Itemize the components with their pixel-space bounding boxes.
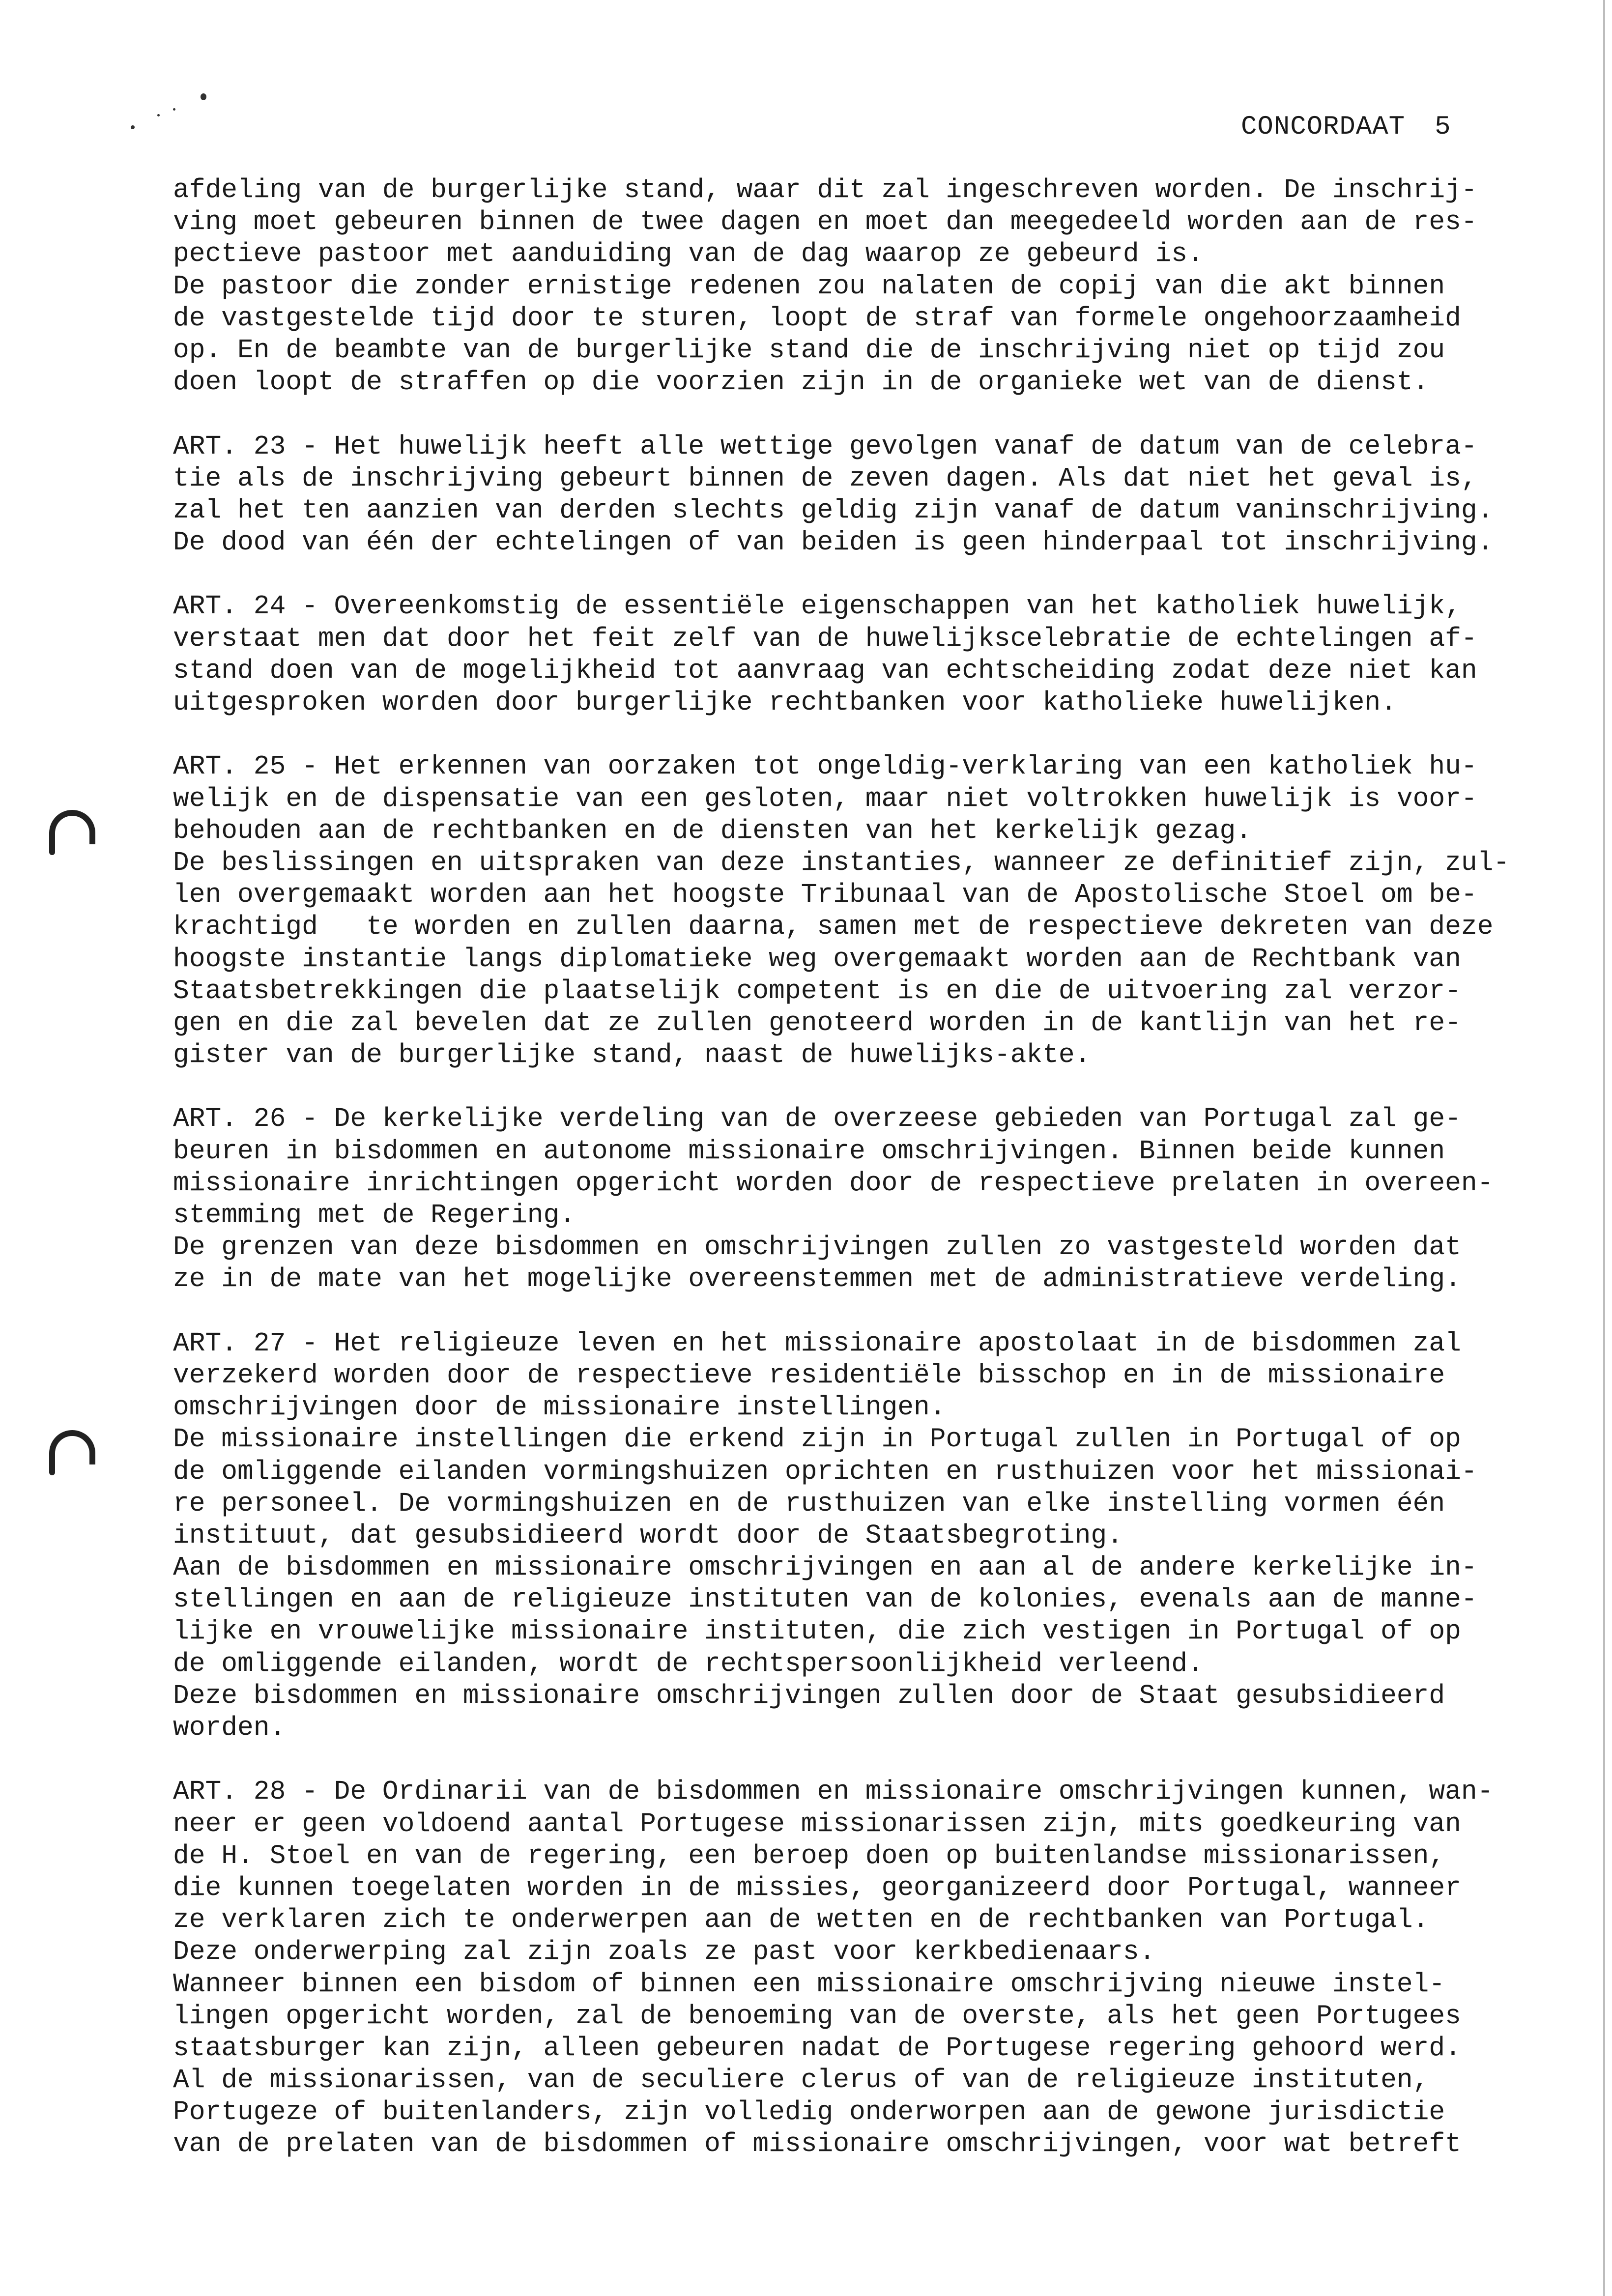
text-line: worden.	[173, 1713, 286, 1743]
text-line: lingen opgericht worden, zal de benoeming van de overste, als het geen Portugees	[173, 2001, 1461, 2032]
text-line: gister van de burgerlijke stand, naast de huwelijks-akte.	[173, 1040, 1091, 1071]
scan-speck	[157, 114, 160, 116]
page-number: 5	[1435, 112, 1451, 142]
paragraph-spacer	[173, 1071, 1529, 1103]
text-line: len overgemaakt worden aan het hoogste Tribunaal van de Apostolische Stoel om be-	[173, 880, 1477, 911]
text-line: re personeel. De vormingshuizen en de rusthuizen van elke instelling vormen één	[173, 1489, 1445, 1519]
text-line: de omliggende eilanden vormingshuizen oprichten en rusthuizen voor het missionai-	[173, 1457, 1477, 1487]
text-line: hoogste instantie langs diplomatieke weg overgemaakt worden aan de Rechtbank van	[173, 944, 1461, 975]
punch-hole-mark	[49, 1430, 95, 1464]
text-line: stand doen van de mogelijkheid tot aanvraag van echtscheiding zodat deze niet kan	[173, 656, 1477, 686]
punch-hole-mark	[49, 810, 95, 844]
text-line: welijk en de dispensatie van een gesloten, maar niet voltrokken huwelijk is voor-	[173, 784, 1477, 814]
article-heading-line: ART. 27 - Het religieuze leven en het missionaire apostolaat in de bisdommen zal	[173, 1328, 1461, 1359]
scan-speck	[131, 125, 135, 129]
text-line: stemming met de Regering.	[173, 1201, 576, 1231]
page-header	[1241, 112, 1451, 142]
scan-speck	[173, 108, 175, 111]
text-line: De dood van één der echtelingen of van beiden is geen hinderpaal tot inschrijving.	[173, 528, 1494, 558]
document-title: CONCORDAAT	[1241, 112, 1406, 142]
text-line: zal het ten aanzien van derden slechts geldig zijn vanaf de datum vaninschrijving.	[173, 495, 1494, 526]
paragraph-spacer	[173, 1296, 1529, 1328]
text-line: beuren in bisdommen en autonome missionaire omschrijvingen. Binnen beide kunnen	[173, 1136, 1445, 1167]
text-line: De missionaire instellingen die erkend zijn in Portugal zullen in Portugal of op	[173, 1425, 1461, 1455]
text-line: Wanneer binnen een bisdom of binnen een missionaire omschrijving nieuwe instel-	[173, 1969, 1445, 2000]
text-line: verstaat men dat door het feit zelf van de huwelijkscelebratie de echtelingen af-	[173, 624, 1477, 654]
text-line: De pastoor die zonder ernistige redenen zou nalaten de copij van die akt binnen	[173, 271, 1445, 302]
text-line: ze verklaren zich te onderwerpen aan de wetten en de rechtbanken van Portugal.	[173, 1905, 1429, 1936]
text-line: Deze onderwerping zal zijn zoals ze past voor kerkbedienaars.	[173, 1937, 1155, 1968]
text-line: tie als de inschrijving gebeurt binnen de zeven dagen. Als dat niet het geval is,	[173, 463, 1477, 494]
text-line: missionaire inrichtingen opgericht worden door de respectieve prelaten in overeen-	[173, 1168, 1494, 1199]
text-line: behouden aan de rechtbanken en de diensten van het kerkelijk gezag.	[173, 816, 1252, 846]
text-line: instituut, dat gesubsidieerd wordt door de Staatsbegroting.	[173, 1521, 1123, 1551]
paragraph-spacer	[173, 719, 1529, 751]
text-line: ving moet gebeuren binnen de twee dagen en moet dan meegedeeld worden aan de res-	[173, 207, 1477, 238]
text-line: uitgesproken worden door burgerlijke rechtbanken voor katholieke huwelijken.	[173, 688, 1397, 718]
text-line: krachtigd te worden en zullen daarna, samen met de respectieve dekreten van deze	[173, 912, 1494, 943]
text-line: de H. Stoel en van de regering, een beroep doen op buitenlandse missionarissen,	[173, 1841, 1445, 1871]
text-line: stellingen en aan de religieuze instituten van de kolonies, evenals aan de manne-	[173, 1585, 1477, 1615]
text-line: verzekerd worden door de respectieve residentiële bisschop en in de missionaire	[173, 1360, 1445, 1391]
scan-edge-line	[1603, 0, 1605, 2296]
text-line: afdeling van de burgerlijke stand, waar dit zal ingeschreven worden. De inschrij-	[173, 175, 1477, 205]
text-line: ze in de mate van het mogelijke overeenstemmen met de administratieve verdeling.	[173, 1264, 1461, 1295]
text-line: van de prelaten van de bisdommen of missionaire omschrijvingen, voor wat betreft	[173, 2129, 1461, 2160]
scan-speck	[201, 93, 206, 100]
article-heading-line: ART. 26 - De kerkelijke verdeling van de overzeese gebieden van Portugal zal ge-	[173, 1104, 1461, 1135]
text-line: omschrijvingen door de missionaire instellingen.	[173, 1393, 946, 1423]
text-line: staatsburger kan zijn, alleen gebeuren nadat de Portugese regering gehoord werd.	[173, 2033, 1461, 2064]
text-line: De beslissingen en uitspraken van deze instanties, wanneer ze definitief zijn, zul-	[173, 848, 1510, 878]
text-line: de omliggende eilanden, wordt de rechtspersoonlijkheid verleend.	[173, 1649, 1204, 1679]
text-line: Portugeze of buitenlanders, zijn volledig onderworpen aan de gewone jurisdictie	[173, 2097, 1445, 2128]
text-line: neer er geen voldoend aantal Portugese missionarissen zijn, mits goedkeuring van	[173, 1809, 1461, 1839]
text-line: die kunnen toegelaten worden in de missies, georganizeerd door Portugal, wanneer	[173, 1873, 1461, 1903]
text-line: doen loopt de straffen op die voorzien zijn in de organieke wet van de dienst.	[173, 368, 1429, 398]
document-body	[173, 174, 1529, 2161]
text-line: Aan de bisdommen en missionaire omschrijvingen en aan al de andere kerkelijke in-	[173, 1553, 1477, 1583]
text-line: lijke en vrouwelijke missionaire instituten, die zich vestigen in Portugal of op	[173, 1617, 1461, 1647]
text-line: Al de missionarissen, van de seculiere clerus of van de religieuze instituten,	[173, 2066, 1429, 2096]
text-line: gen en die zal bevelen dat ze zullen genoteerd worden in de kantlijn van het re-	[173, 1008, 1461, 1038]
paragraph-spacer	[173, 1744, 1529, 1776]
paragraph-spacer	[173, 399, 1529, 430]
text-line: Deze bisdommen en missionaire omschrijvingen zullen door de Staat gesubsidieerd	[173, 1681, 1445, 1711]
article-heading-line: ART. 23 - Het huwelijk heeft alle wettige gevolgen vanaf de datum van de celebra-	[173, 431, 1477, 462]
text-line: op. En de beambte van de burgerlijke stand die de inschrijving niet op tijd zou	[173, 335, 1445, 366]
paragraph-spacer	[173, 559, 1529, 591]
article-heading-line: ART. 25 - Het erkennen van oorzaken tot ongeldig-verklaring van een katholiek hu-	[173, 752, 1477, 782]
text-line: pectieve pastoor met aanduiding van de dag waarop ze gebeurd is.	[173, 239, 1204, 270]
text-line: Staatsbetrekkingen die plaatselijk competent is en die de uitvoering zal verzor-	[173, 976, 1461, 1006]
text-line: De grenzen van deze bisdommen en omschrijvingen zullen zo vastgesteld worden dat	[173, 1233, 1461, 1263]
text-line: de vastgestelde tijd door te sturen, loopt de straf van formele ongehoorzaamheid	[173, 303, 1461, 334]
article-heading-line: ART. 24 - Overeenkomstig de essentiële eigenschappen van het katholiek huwelijk,	[173, 592, 1461, 622]
article-heading-line: ART. 28 - De Ordinarii van de bisdommen en missionaire omschrijvingen kunnen, wan-	[173, 1777, 1494, 1808]
